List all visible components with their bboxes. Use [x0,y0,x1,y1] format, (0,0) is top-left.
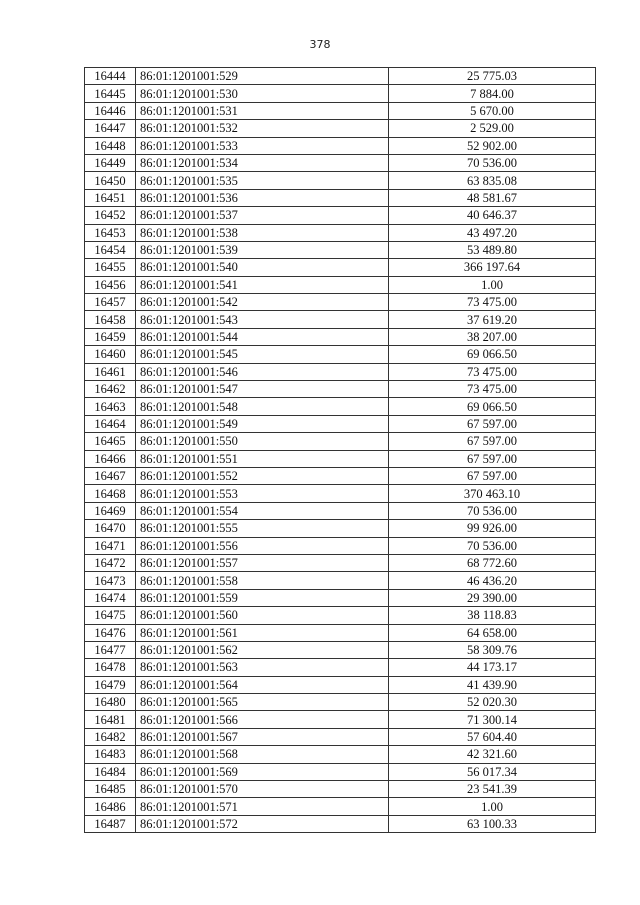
table-row [85,189,596,206]
row-number: 16458 [85,311,136,328]
row-number: 16461 [85,363,136,380]
cadastral-value: 25 775.03 [389,68,596,85]
row-number: 16472 [85,554,136,571]
table-row [85,398,596,415]
row-number: 16449 [85,154,136,171]
cadastral-value: 38 207.00 [389,328,596,345]
table-row [85,294,596,311]
cadastral-number: 86:01:1201001:538 [136,224,389,241]
cadastral-value: 41 439.90 [389,676,596,693]
cadastral-number: 86:01:1201001:556 [136,537,389,554]
cadastral-number: 86:01:1201001:570 [136,781,389,798]
table-row [85,763,596,780]
cadastral-value: 52 020.30 [389,694,596,711]
row-number: 16485 [85,781,136,798]
cadastral-number: 86:01:1201001:545 [136,346,389,363]
table-row [85,641,596,658]
table-row [85,276,596,293]
cadastral-number: 86:01:1201001:549 [136,415,389,432]
row-number: 16470 [85,520,136,537]
row-number: 16463 [85,398,136,415]
table-row [85,572,596,589]
table-row [85,485,596,502]
table-row [85,154,596,171]
cadastral-number: 86:01:1201001:569 [136,763,389,780]
cadastral-number: 86:01:1201001:565 [136,694,389,711]
cadastral-number: 86:01:1201001:559 [136,589,389,606]
cadastral-number: 86:01:1201001:536 [136,189,389,206]
row-number: 16465 [85,433,136,450]
row-number: 16464 [85,415,136,432]
cadastral-number: 86:01:1201001:567 [136,728,389,745]
row-number: 16451 [85,189,136,206]
table-row [85,798,596,815]
cadastral-value: 23 541.39 [389,781,596,798]
cadastral-value: 67 597.00 [389,450,596,467]
cadastral-number: 86:01:1201001:534 [136,154,389,171]
row-number: 16462 [85,381,136,398]
table-row [85,624,596,641]
table-row [85,207,596,224]
cadastral-value: 1.00 [389,798,596,815]
cadastral-number: 86:01:1201001:529 [136,68,389,85]
cadastral-number: 86:01:1201001:568 [136,746,389,763]
row-number: 16448 [85,137,136,154]
table-row [85,346,596,363]
cadastral-number: 86:01:1201001:566 [136,711,389,728]
row-number: 16469 [85,502,136,519]
row-number: 16453 [85,224,136,241]
cadastral-number: 86:01:1201001:562 [136,641,389,658]
cadastral-value: 70 536.00 [389,502,596,519]
cadastral-number: 86:01:1201001:553 [136,485,389,502]
table-row [85,450,596,467]
cadastral-value: 63 100.33 [389,815,596,832]
table-body [85,68,596,833]
table-row [85,102,596,119]
row-number: 16474 [85,589,136,606]
row-number: 16447 [85,120,136,137]
table-row [85,607,596,624]
table-row [85,259,596,276]
cadastral-value: 69 066.50 [389,398,596,415]
row-number: 16471 [85,537,136,554]
table-row [85,815,596,832]
cadastral-value: 70 536.00 [389,154,596,171]
cadastral-value: 58 309.76 [389,641,596,658]
row-number: 16476 [85,624,136,641]
cadastral-value: 7 884.00 [389,85,596,102]
cadastral-number: 86:01:1201001:535 [136,172,389,189]
cadastral-number: 86:01:1201001:552 [136,467,389,484]
cadastral-number: 86:01:1201001:563 [136,659,389,676]
row-number: 16467 [85,467,136,484]
cadastral-number: 86:01:1201001:531 [136,102,389,119]
cadastral-number: 86:01:1201001:564 [136,676,389,693]
cadastral-value: 366 197.64 [389,259,596,276]
cadastral-value: 29 390.00 [389,589,596,606]
cadastral-value: 52 902.00 [389,137,596,154]
row-number: 16446 [85,102,136,119]
row-number: 16487 [85,815,136,832]
cadastral-value: 73 475.00 [389,294,596,311]
row-number: 16481 [85,711,136,728]
table-row [85,224,596,241]
cadastral-number: 86:01:1201001:558 [136,572,389,589]
cadastral-number: 86:01:1201001:533 [136,137,389,154]
cadastral-number: 86:01:1201001:572 [136,815,389,832]
page-number: 378 [309,38,331,51]
table-row [85,328,596,345]
row-number: 16483 [85,746,136,763]
row-number: 16484 [85,763,136,780]
cadastral-number: 86:01:1201001:546 [136,363,389,380]
row-number: 16460 [85,346,136,363]
cadastral-value: 73 475.00 [389,363,596,380]
row-number: 16452 [85,207,136,224]
row-number: 16486 [85,798,136,815]
table-row [85,711,596,728]
row-number: 16477 [85,641,136,658]
row-number: 16482 [85,728,136,745]
cadastral-value: 67 597.00 [389,415,596,432]
table-row [85,241,596,258]
cadastral-number: 86:01:1201001:530 [136,85,389,102]
cadastral-value: 71 300.14 [389,711,596,728]
row-number: 16456 [85,276,136,293]
table-row [85,554,596,571]
row-number: 16468 [85,485,136,502]
table-row [85,433,596,450]
cadastral-value: 68 772.60 [389,554,596,571]
cadastral-value: 56 017.34 [389,763,596,780]
table-row [85,311,596,328]
cadastral-number: 86:01:1201001:537 [136,207,389,224]
cadastral-number: 86:01:1201001:551 [136,450,389,467]
cadastral-value: 46 436.20 [389,572,596,589]
cadastral-number: 86:01:1201001:557 [136,554,389,571]
cadastral-value: 40 646.37 [389,207,596,224]
cadastral-value: 99 926.00 [389,520,596,537]
cadastral-value: 73 475.00 [389,381,596,398]
row-number: 16457 [85,294,136,311]
cadastral-number: 86:01:1201001:540 [136,259,389,276]
cadastral-value: 57 604.40 [389,728,596,745]
cadastral-value: 63 835.08 [389,172,596,189]
row-number: 16454 [85,241,136,258]
cadastral-value-table [84,67,596,833]
row-number: 16455 [85,259,136,276]
table-row [85,85,596,102]
cadastral-number: 86:01:1201001:541 [136,276,389,293]
cadastral-number: 86:01:1201001:532 [136,120,389,137]
cadastral-number: 86:01:1201001:561 [136,624,389,641]
table-row [85,659,596,676]
table-row [85,728,596,745]
row-number: 16466 [85,450,136,467]
cadastral-value: 70 536.00 [389,537,596,554]
table-row [85,537,596,554]
row-number: 16475 [85,607,136,624]
row-number: 16473 [85,572,136,589]
table-row [85,694,596,711]
table-row [85,137,596,154]
table-row [85,502,596,519]
cadastral-value: 2 529.00 [389,120,596,137]
table-row [85,520,596,537]
cadastral-number: 86:01:1201001:544 [136,328,389,345]
table-row [85,381,596,398]
table-row [85,120,596,137]
cadastral-number: 86:01:1201001:560 [136,607,389,624]
row-number: 16459 [85,328,136,345]
cadastral-number: 86:01:1201001:539 [136,241,389,258]
row-number: 16450 [85,172,136,189]
cadastral-value: 42 321.60 [389,746,596,763]
cadastral-value: 38 118.83 [389,607,596,624]
cadastral-value: 53 489.80 [389,241,596,258]
cadastral-value: 44 173.17 [389,659,596,676]
row-number: 16478 [85,659,136,676]
cadastral-value: 67 597.00 [389,433,596,450]
cadastral-number: 86:01:1201001:548 [136,398,389,415]
cadastral-number: 86:01:1201001:543 [136,311,389,328]
cadastral-value: 1.00 [389,276,596,293]
table-row [85,68,596,85]
cadastral-value: 43 497.20 [389,224,596,241]
row-number: 16445 [85,85,136,102]
cadastral-number: 86:01:1201001:547 [136,381,389,398]
table-row [85,746,596,763]
table-row [85,172,596,189]
cadastral-number: 86:01:1201001:555 [136,520,389,537]
table-row [85,589,596,606]
cadastral-value: 48 581.67 [389,189,596,206]
row-number: 16479 [85,676,136,693]
table-row [85,781,596,798]
cadastral-value: 67 597.00 [389,467,596,484]
row-number: 16444 [85,68,136,85]
row-number: 16480 [85,694,136,711]
cadastral-value: 5 670.00 [389,102,596,119]
cadastral-value: 69 066.50 [389,346,596,363]
cadastral-value: 37 619.20 [389,311,596,328]
table-row [85,467,596,484]
cadastral-number: 86:01:1201001:550 [136,433,389,450]
table-row [85,363,596,380]
cadastral-value: 370 463.10 [389,485,596,502]
table-row [85,415,596,432]
cadastral-number: 86:01:1201001:542 [136,294,389,311]
cadastral-number: 86:01:1201001:571 [136,798,389,815]
table-row [85,676,596,693]
cadastral-number: 86:01:1201001:554 [136,502,389,519]
cadastral-value: 64 658.00 [389,624,596,641]
